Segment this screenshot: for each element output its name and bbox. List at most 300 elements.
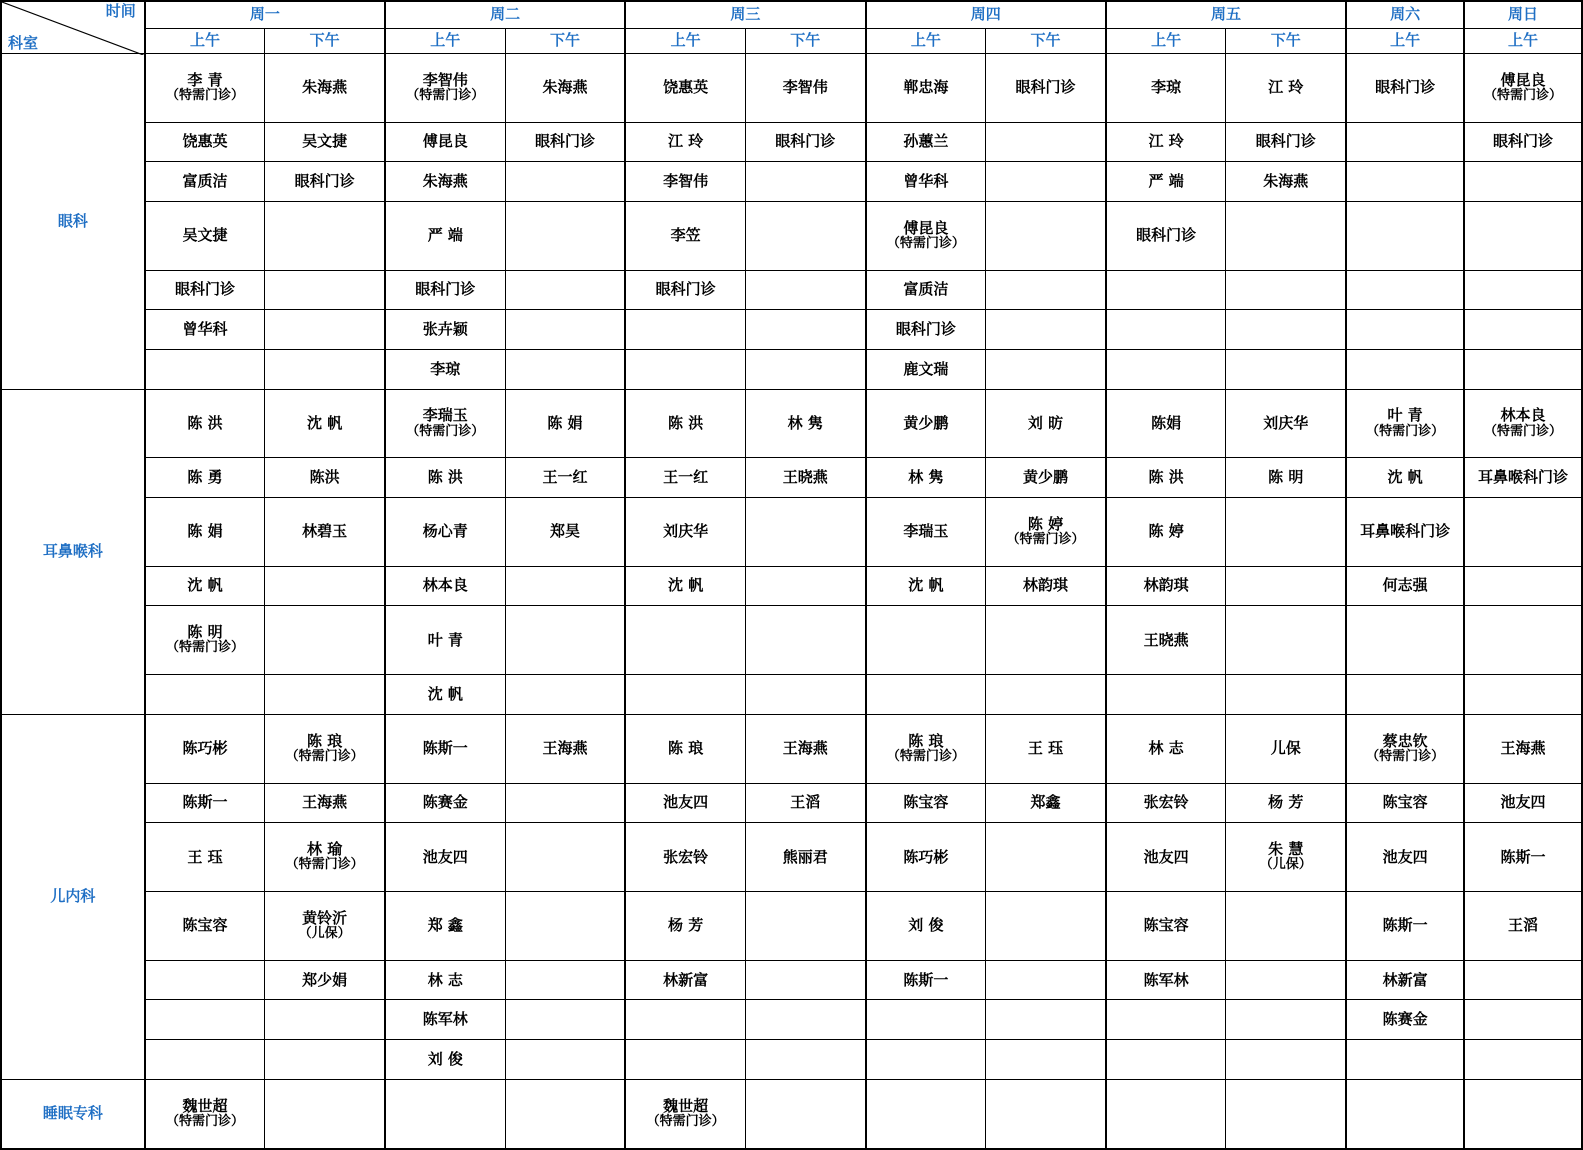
schedule-cell: [505, 122, 625, 162]
schedule-cell-empty: [505, 310, 625, 350]
schedule-cell: [625, 892, 745, 961]
schedule-cell-empty: [1464, 1079, 1582, 1149]
schedule-cell: [625, 1079, 745, 1149]
schedule-cell-empty: [986, 823, 1106, 892]
schedule-cell: [866, 783, 986, 823]
schedule-cell: [625, 122, 745, 162]
doctor-name: 郑少娟: [302, 970, 348, 989]
doctor-name: 林碧玉: [302, 522, 348, 541]
schedule-cell: [986, 566, 1106, 606]
header-half-mon-am: 上午: [145, 29, 265, 54]
schedule-cell-empty: [145, 1000, 265, 1040]
schedule-cell-empty: [745, 270, 865, 310]
schedule-cell: [145, 714, 265, 783]
schedule-cell: [625, 823, 745, 892]
schedule-cell: [866, 350, 986, 390]
table-row: [1, 122, 1582, 162]
schedule-cell-empty: [265, 350, 385, 390]
schedule-cell-empty: [1226, 202, 1346, 271]
doctor-name: 眼科门诊: [1255, 132, 1316, 151]
schedule-cell: [265, 122, 385, 162]
schedule-cell-empty: [1346, 122, 1464, 162]
doctor-name: 李智伟: [782, 78, 828, 97]
doctor-name: 王海燕: [302, 793, 348, 812]
schedule-cell: [866, 714, 986, 783]
schedule-cell-empty: [1226, 675, 1346, 715]
header-day-tue: 周二: [385, 1, 625, 29]
table-row: [1, 1040, 1582, 1080]
schedule-cell-empty: [1464, 606, 1582, 675]
schedule-cell-empty: [866, 1000, 986, 1040]
schedule-cell-empty: [625, 606, 745, 675]
doctor-name: 王一红: [542, 468, 588, 487]
table-row: [1, 892, 1582, 961]
schedule-cell-empty: [866, 606, 986, 675]
header-half-fri-am: 上午: [1106, 29, 1226, 54]
schedule-cell-empty: [265, 310, 385, 350]
schedule-cell: [145, 566, 265, 606]
schedule-cell-empty: [745, 1040, 865, 1080]
doctor-name: 李瑞玉: [422, 406, 468, 425]
doctor-name: 沈 帆: [307, 413, 343, 432]
schedule-cell-empty: [1226, 892, 1346, 961]
doctor-name: 陈斯一: [422, 739, 468, 758]
schedule-cell-empty: [986, 310, 1106, 350]
doctor-name: 张宏铃: [1143, 793, 1189, 812]
table-row: [1, 162, 1582, 202]
schedule-cell: [505, 498, 625, 567]
clinic-type-note: （特需门诊）: [1484, 423, 1563, 439]
table-row: [1, 270, 1582, 310]
schedule-cell: [866, 270, 986, 310]
schedule-cell: [866, 202, 986, 271]
schedule-cell-empty: [1106, 1000, 1226, 1040]
schedule-cell-empty: [1346, 270, 1464, 310]
schedule-cell-empty: [1464, 675, 1582, 715]
schedule-cell: [145, 162, 265, 202]
schedule-cell: [625, 714, 745, 783]
schedule-cell-empty: [986, 350, 1106, 390]
doctor-name: 林 志: [427, 970, 463, 989]
schedule-cell-empty: [1464, 310, 1582, 350]
header-half-row: [1, 29, 1582, 54]
schedule-cell: [866, 162, 986, 202]
schedule-cell: [265, 458, 385, 498]
table-row: [1, 960, 1582, 1000]
doctor-name: 林韵琪: [1023, 576, 1069, 595]
schedule-cell-empty: [505, 960, 625, 1000]
doctor-name: 沈 帆: [427, 684, 463, 703]
schedule-cell: [1106, 783, 1226, 823]
table-row: [1, 675, 1582, 715]
schedule-cell: [385, 1040, 505, 1080]
schedule-cell: [1464, 714, 1582, 783]
schedule-cell: [745, 714, 865, 783]
schedule-cell: [625, 458, 745, 498]
doctor-name: 沈 帆: [908, 576, 944, 595]
table-row: [1, 498, 1582, 567]
schedule-cell-empty: [745, 202, 865, 271]
doctor-name: 陈 勇: [187, 468, 223, 487]
header-half-tue-am: 上午: [385, 29, 505, 54]
doctor-name: 熊丽君: [782, 847, 828, 866]
doctor-name: 江 玲: [1148, 132, 1184, 151]
schedule-cell-empty: [1346, 1040, 1464, 1080]
doctor-name: 眼科门诊: [895, 320, 956, 339]
doctor-name: 黄少鹏: [903, 413, 949, 432]
schedule-cell-empty: [986, 1040, 1106, 1080]
schedule-cell: [986, 783, 1106, 823]
doctor-name: 李琼: [1151, 78, 1182, 97]
doctor-name: 江 玲: [667, 132, 704, 151]
doctor-name: 池友四: [422, 847, 468, 866]
doctor-name: 傅昆良: [422, 132, 468, 151]
schedule-cell-empty: [866, 675, 986, 715]
schedule-cell: [1106, 162, 1226, 202]
header-half-thu-pm: 下午: [986, 29, 1106, 54]
schedule-cell: [145, 1079, 265, 1149]
schedule-cell-empty: [505, 823, 625, 892]
schedule-cell-empty: [745, 350, 865, 390]
schedule-cell-empty: [745, 606, 865, 675]
doctor-name: 郑 鑫: [427, 916, 463, 935]
doctor-name: 叶 青: [427, 630, 463, 649]
schedule-cell-empty: [745, 1079, 865, 1149]
schedule-cell: [866, 823, 986, 892]
clinic-type-note: （特需门诊）: [886, 748, 965, 764]
schedule-cell-empty: [986, 892, 1106, 961]
schedule-cell: [265, 823, 385, 892]
table-row: [1, 606, 1582, 675]
schedule-cell-empty: [986, 675, 1106, 715]
schedule-cell-empty: [986, 1000, 1106, 1040]
doctor-name: 眼科门诊: [1015, 78, 1076, 97]
schedule-cell-empty: [1464, 1040, 1582, 1080]
doctor-name: 吴文捷: [302, 132, 348, 151]
clinic-type-note: （特需门诊）: [406, 423, 485, 439]
schedule-cell: [866, 960, 986, 1000]
header-day-wed: 周三: [625, 1, 865, 29]
doctor-name: 傅昆良: [903, 218, 949, 237]
schedule-cell: [145, 202, 265, 271]
doctor-name: 叶 青: [1387, 406, 1423, 425]
schedule-cell: [385, 675, 505, 715]
schedule-cell-empty: [385, 1079, 505, 1149]
schedule-cell-empty: [505, 1000, 625, 1040]
doctor-name: 陈赛金: [1382, 1010, 1428, 1029]
doctor-name: 池友四: [1143, 847, 1189, 866]
schedule-cell: [385, 1000, 505, 1040]
schedule-cell: [1346, 892, 1464, 961]
doctor-name: 陈巧彬: [903, 847, 949, 866]
doctor-name: 严 端: [427, 226, 463, 245]
schedule-cell-empty: [1226, 1040, 1346, 1080]
doctor-name: 黄少鹏: [1023, 468, 1069, 487]
doctor-name: 陈 洪: [667, 413, 704, 432]
schedule-cell: [866, 892, 986, 961]
schedule-cell-empty: [505, 1079, 625, 1149]
doctor-name: 杨 芳: [667, 916, 704, 935]
header-day-fri: 周五: [1106, 1, 1346, 29]
doctor-name: 陈 洪: [187, 413, 223, 432]
schedule-cell: [1464, 783, 1582, 823]
doctor-name: 张卉颖: [422, 320, 468, 339]
doctor-name: 傅昆良: [1500, 70, 1546, 89]
doctor-name: 王 珏: [187, 847, 223, 866]
clinic-type-note: （特需门诊）: [1366, 423, 1445, 439]
schedule-cell: [145, 458, 265, 498]
doctor-name: 张宏铃: [663, 847, 709, 866]
schedule-cell: [1346, 823, 1464, 892]
doctor-name: 王海燕: [1500, 739, 1546, 758]
doctor-name: 严 端: [1148, 172, 1184, 191]
table-row: [1, 566, 1582, 606]
doctor-name: 陈 洪: [1148, 468, 1184, 487]
schedule-cell: [385, 270, 505, 310]
schedule-cell-empty: [265, 566, 385, 606]
schedule-cell: [145, 498, 265, 567]
schedule-cell: [625, 162, 745, 202]
doctor-name: 陈斯一: [903, 970, 949, 989]
schedule-cell-empty: [505, 566, 625, 606]
schedule-cell: [385, 122, 505, 162]
schedule-cell-empty: [505, 202, 625, 271]
schedule-cell-empty: [986, 162, 1106, 202]
schedule-cell-empty: [745, 960, 865, 1000]
doctor-name: 陈 婷: [1027, 514, 1064, 533]
doctor-name: 富质洁: [182, 172, 228, 191]
doctor-name: 刘 俊: [427, 1049, 463, 1068]
doctor-name: 刘庆华: [1263, 413, 1309, 432]
doctor-name: 眼科门诊: [1136, 226, 1197, 245]
doctor-name: 陈赛金: [422, 793, 468, 812]
schedule-cell: [1106, 54, 1226, 123]
schedule-cell: [385, 783, 505, 823]
doctor-name: 陈军林: [422, 1010, 468, 1029]
schedule-cell: [1464, 54, 1582, 123]
doctor-name: 王一红: [663, 468, 709, 487]
doctor-name: 饶惠英: [182, 132, 228, 151]
header-day-row: [1, 1, 1582, 29]
schedule-cell: [1106, 389, 1226, 458]
schedule-cell: [1464, 122, 1582, 162]
header-half-sun-am: 上午: [1464, 29, 1582, 54]
clinic-type-note: （儿保）: [298, 926, 351, 942]
schedule-cell-empty: [625, 310, 745, 350]
schedule-cell: [745, 783, 865, 823]
schedule-cell: [385, 458, 505, 498]
schedule-cell-empty: [1464, 162, 1582, 202]
schedule-cell-empty: [1106, 310, 1226, 350]
header-day-sat: 周六: [1346, 1, 1464, 29]
schedule-cell: [1106, 823, 1226, 892]
schedule-cell: [1106, 714, 1226, 783]
schedule-cell-empty: [986, 606, 1106, 675]
department-name-cell: 耳鼻喉科: [1, 389, 145, 714]
doctor-name: 眼科门诊: [1375, 78, 1436, 97]
schedule-cell-empty: [1226, 606, 1346, 675]
doctor-name: 刘 昉: [1027, 413, 1064, 432]
schedule-cell: [625, 566, 745, 606]
doctor-name: 朱海燕: [422, 172, 468, 191]
schedule-cell: [265, 498, 385, 567]
schedule-cell: [625, 783, 745, 823]
header-day-mon: 周一: [145, 1, 385, 29]
schedule-cell-empty: [1346, 1079, 1464, 1149]
schedule-cell: [1106, 566, 1226, 606]
doctor-name: 鹿文瑞: [903, 359, 949, 378]
schedule-cell: [1464, 458, 1582, 498]
schedule-cell-empty: [745, 892, 865, 961]
schedule-cell: [986, 498, 1106, 567]
doctor-name: 沈 帆: [187, 576, 223, 595]
doctor-name: 林 志: [1148, 739, 1184, 758]
schedule-cell-empty: [265, 606, 385, 675]
schedule-cell-empty: [1226, 350, 1346, 390]
doctor-name: 陈 明: [1268, 468, 1304, 487]
clinic-type-note: （特需门诊）: [646, 1113, 725, 1129]
schedule-cell: [1106, 498, 1226, 567]
schedule-cell-empty: [505, 783, 625, 823]
doctor-name: 耳鼻喉科门诊: [1360, 522, 1451, 541]
schedule-cell: [1226, 458, 1346, 498]
clinic-type-note: （特需门诊）: [406, 88, 485, 104]
doctor-name: 李智伟: [663, 172, 709, 191]
schedule-cell: [1346, 960, 1464, 1000]
schedule-cell: [145, 783, 265, 823]
doctor-name: 陈斯一: [182, 793, 228, 812]
schedule-cell-empty: [1346, 606, 1464, 675]
table-row: [1, 714, 1582, 783]
schedule-cell-empty: [265, 1000, 385, 1040]
schedule-cell-empty: [986, 202, 1106, 271]
schedule-cell-empty: [866, 1040, 986, 1080]
doctor-name: 李 青: [187, 70, 223, 89]
table-header: [1, 1, 1582, 54]
doctor-name: 吴文捷: [182, 226, 228, 245]
schedule-cell: [1226, 122, 1346, 162]
schedule-cell-empty: [1106, 350, 1226, 390]
schedule-cell-empty: [505, 606, 625, 675]
schedule-cell: [866, 389, 986, 458]
doctor-name: 郑昊: [549, 522, 580, 541]
schedule-cell: [745, 389, 865, 458]
schedule-cell: [385, 566, 505, 606]
header-half-fri-pm: 下午: [1226, 29, 1346, 54]
doctor-name: 眼科门诊: [415, 280, 476, 299]
schedule-cell: [1346, 566, 1464, 606]
schedule-cell-empty: [1106, 1079, 1226, 1149]
schedule-cell-empty: [145, 350, 265, 390]
corner-dept-label: 科室: [8, 33, 39, 52]
header-day-thu: 周四: [866, 1, 1106, 29]
table-row: [1, 310, 1582, 350]
schedule-cell: [1346, 498, 1464, 567]
schedule-cell: [1106, 606, 1226, 675]
schedule-cell: [1106, 960, 1226, 1000]
schedule-cell-empty: [1346, 162, 1464, 202]
doctor-name: 儿保: [1270, 739, 1301, 758]
header-half-thu-am: 上午: [866, 29, 986, 54]
schedule-cell-empty: [745, 1000, 865, 1040]
department-name-cell: 眼科: [1, 54, 145, 390]
doctor-name: 曾华科: [182, 320, 228, 339]
doctor-name: 池友四: [663, 793, 709, 812]
schedule-cell-empty: [1464, 202, 1582, 271]
doctor-name: 江 玲: [1268, 78, 1304, 97]
header-half-sat-am: 上午: [1346, 29, 1464, 54]
schedule-cell-empty: [986, 122, 1106, 162]
schedule-cell: [385, 310, 505, 350]
schedule-cell: [745, 458, 865, 498]
schedule-cell-empty: [1106, 675, 1226, 715]
schedule-cell: [1106, 202, 1226, 271]
schedule-cell: [866, 310, 986, 350]
clinic-type-note: （特需门诊）: [285, 748, 364, 764]
doctor-name: 饶惠英: [663, 78, 709, 97]
schedule-cell-empty: [625, 350, 745, 390]
doctor-name: 陈军林: [1143, 970, 1189, 989]
corner-time-label: 时间: [105, 2, 136, 20]
schedule-cell: [1226, 783, 1346, 823]
doctor-name: 李琼: [430, 359, 461, 378]
schedule-cell: [986, 389, 1106, 458]
doctor-name: 刘庆华: [663, 522, 709, 541]
clinic-type-note: （特需门诊）: [1366, 748, 1445, 764]
schedule-cell: [145, 892, 265, 961]
schedule-cell: [1226, 54, 1346, 123]
table-row: [1, 1000, 1582, 1040]
doctor-name: 刘 俊: [908, 916, 944, 935]
schedule-cell: [385, 606, 505, 675]
schedule-cell-empty: [1106, 1040, 1226, 1080]
schedule-cell-empty: [1346, 202, 1464, 271]
schedule-cell: [866, 122, 986, 162]
clinic-type-note: （特需门诊）: [166, 1113, 245, 1129]
doctor-name: 眼科门诊: [775, 132, 836, 151]
doctor-name: 陈 娟: [187, 522, 223, 541]
schedule-cell-empty: [265, 675, 385, 715]
clinic-type-note: （特需门诊）: [285, 857, 364, 873]
schedule-cell: [1106, 458, 1226, 498]
department-name-cell: 睡眠专科: [1, 1079, 145, 1149]
doctor-name: 耳鼻喉科门诊: [1478, 468, 1569, 487]
schedule-cell: [385, 823, 505, 892]
schedule-cell-empty: [505, 350, 625, 390]
schedule-cell-empty: [745, 566, 865, 606]
table-row: [1, 350, 1582, 390]
table-row: [1, 202, 1582, 271]
table-row: [1, 389, 1582, 458]
schedule-cell: [1346, 458, 1464, 498]
doctor-name: 林 隽: [787, 413, 823, 432]
doctor-name: 王海燕: [542, 739, 588, 758]
doctor-name: 沈 帆: [667, 576, 704, 595]
doctor-name: 陈斯一: [1382, 916, 1428, 935]
schedule-cell-empty: [1226, 270, 1346, 310]
doctor-name: 朱海燕: [1263, 172, 1309, 191]
doctor-name: 王晓燕: [782, 468, 828, 487]
doctor-name: 陈娟: [1151, 413, 1182, 432]
doctor-name: 曾华科: [903, 172, 949, 191]
doctor-name: 林本良: [1500, 406, 1546, 425]
schedule-cell: [745, 54, 865, 123]
doctor-name: 林新富: [663, 970, 709, 989]
schedule-cell-empty: [1226, 960, 1346, 1000]
header-half-wed-pm: 下午: [745, 29, 865, 54]
schedule-cell-empty: [1226, 566, 1346, 606]
doctor-name: 王晓燕: [1143, 630, 1189, 649]
